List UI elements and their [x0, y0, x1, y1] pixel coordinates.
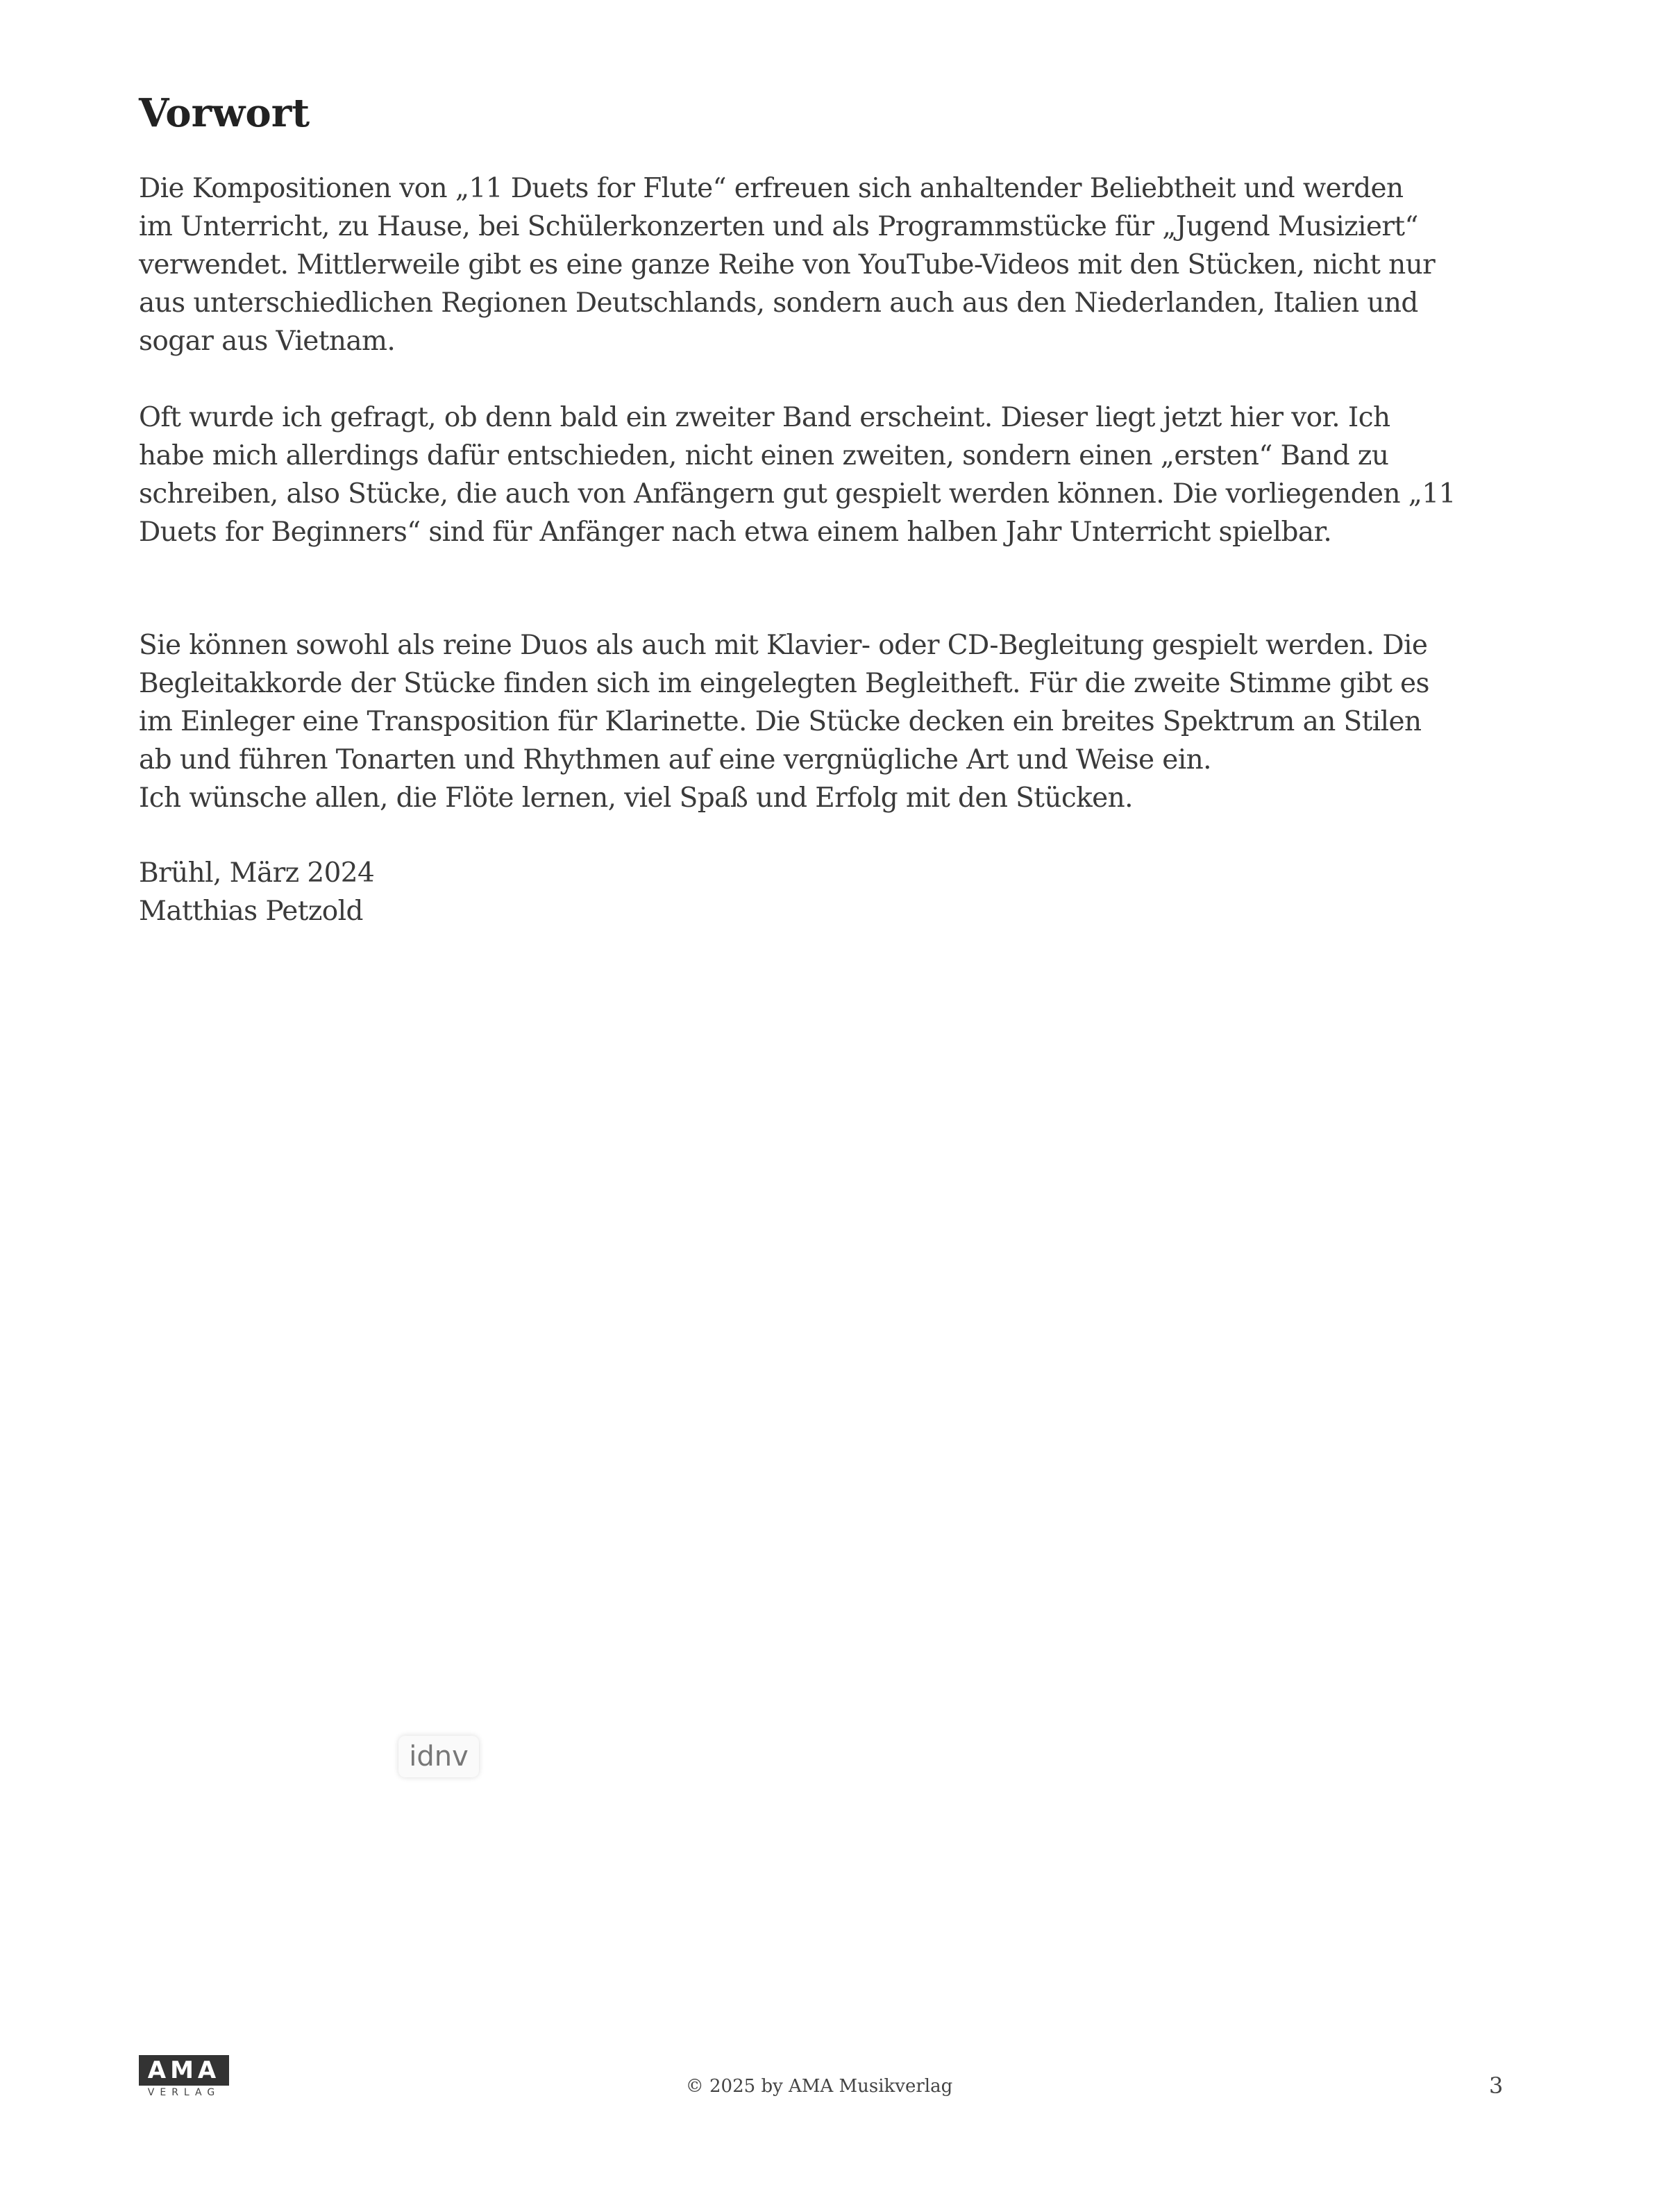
- text-line: Sie können sowohl als reine Duos als auch mit Klavier- oder CD-Begleitung gespielt werden. Die: [139, 630, 1428, 661]
- text-line: sogar aus Vietnam.: [139, 326, 396, 357]
- idnv-badge[interactable]: idnv: [398, 1736, 479, 1777]
- author-name: Matthias Petzold: [139, 896, 363, 927]
- text-line: Duets for Beginners“ sind für Anfänger nach etwa einem halben Jahr Unterricht spielbar.: [139, 517, 1332, 548]
- text-line: verwendet. Mittlerweile gibt es eine ganze Reihe von YouTube-Videos mit den Stücken, nicht nur: [139, 249, 1436, 280]
- paragraph-accompaniment: [139, 626, 1513, 779]
- paragraph-wishes: [139, 779, 1513, 817]
- page-title: Vorwort: [139, 90, 310, 136]
- text-line: Ich wünsche allen, die Flöte lernen, viel Spaß und Erfolg mit den Stücken.: [139, 782, 1133, 814]
- text-line: im Einleger eine Transposition für Klarinette. Die Stücke decken ein breites Spektrum an Stilen: [139, 706, 1422, 737]
- text-line: ab und führen Tonarten und Rhythmen auf eine vergnügliche Art und Weise ein.: [139, 744, 1211, 776]
- place-date: Brühl, März 2024: [139, 857, 375, 889]
- logo-subtitle: VERLAG: [147, 2087, 221, 2098]
- text-line: Oft wurde ich gefragt, ob denn bald ein zweiter Band erscheint. Dieser liegt jetzt hier vor. Ich: [139, 402, 1390, 433]
- text-line: Die Kompositionen von „11 Duets for Flute“ erfreuen sich anhaltender Beliebtheit und werden: [139, 173, 1404, 204]
- text-line: schreiben, also Stücke, die auch von Anfängern gut gespielt werden können. Die vorliegenden „11: [139, 478, 1456, 510]
- text-line: aus unterschiedlichen Regionen Deutschlands, sondern auch aus den Niederlanden, Italien und: [139, 287, 1418, 319]
- signature: [139, 854, 1513, 930]
- copyright-notice: © 2025 by AMA Musikverlag: [685, 2076, 953, 2097]
- text-line: Begleitakkorde der Stücke finden sich im eingelegten Begleitheft. Für die zweite Stimme gibt es: [139, 668, 1429, 699]
- paragraph-second-volume: [139, 399, 1513, 551]
- text-line: im Unterricht, zu Hause, bei Schülerkonzerten und als Programmstücke für „Jugend Musiziert“: [139, 211, 1418, 242]
- text-line: habe mich allerdings dafür entschieden, nicht einen zweiten, sondern einen „ersten“ Band zu: [139, 440, 1389, 471]
- logo-mark: AMA: [139, 2055, 229, 2086]
- paragraph-intro: [139, 169, 1513, 360]
- page-number: 3: [1489, 2072, 1504, 2099]
